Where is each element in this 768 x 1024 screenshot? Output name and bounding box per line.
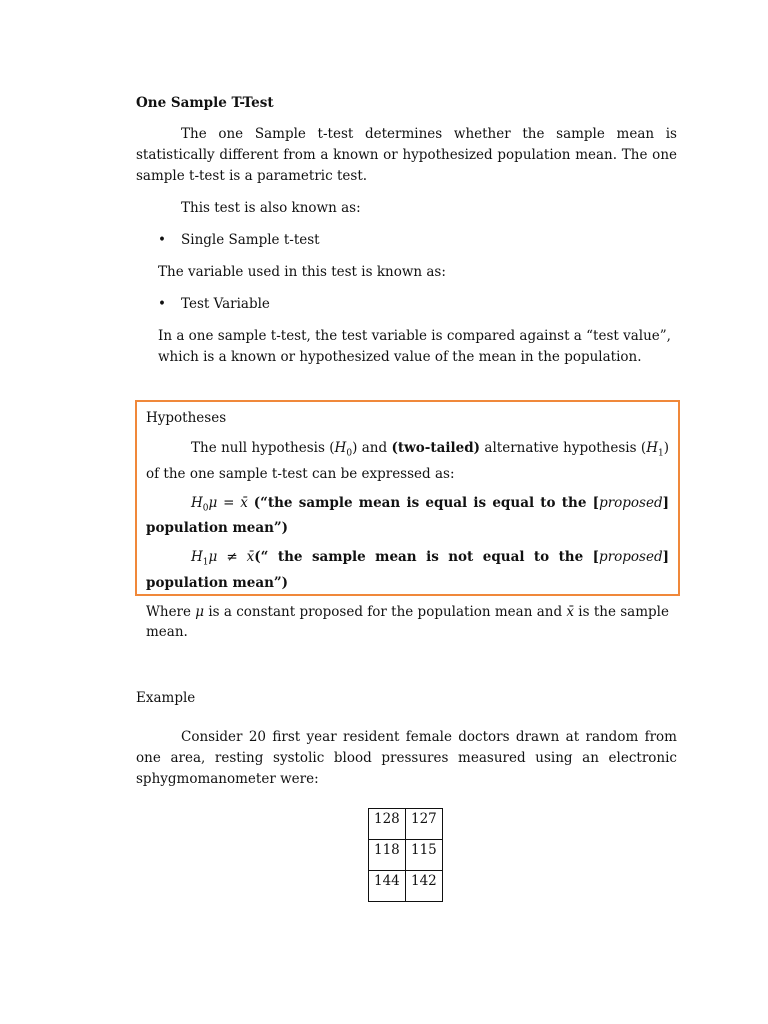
table-row	[369, 871, 443, 902]
intro-paragraph: The one Sample t-test determines whether the sample mean is statistically different from a known or hypothesized population mean. The one sample t-test is a parametric test.	[136, 126, 677, 184]
section-title: One Sample T-Test	[136, 95, 274, 111]
example-paragraph: Consider 20 first year resident female doctors drawn at random from one area, resting systolic blood pressures measured using an electronic sphygmomanometer were:	[136, 729, 677, 787]
hypotheses-footer: Where μ is a constant proposed for the population mean and x̄ is the sample mean.	[146, 604, 669, 641]
bullet-icon: •	[158, 296, 166, 312]
blood-pressure-table	[368, 808, 443, 902]
hypotheses-heading: Hypotheses	[146, 410, 227, 426]
aka-lead: This test is also known as:	[181, 200, 361, 216]
test-value-paragraph: In a one sample t-test, the test variable is compared against a “test value”, which is a known or hypothesized value of the mean in the population.	[158, 328, 671, 365]
table-cell: 144	[369, 871, 406, 902]
main-text	[136, 94, 677, 368]
variable-item-label: Test Variable	[181, 296, 270, 312]
hypotheses-box	[135, 400, 680, 641]
null-hypothesis: $H_0\mu$ = x̄ (“the sample mean is equal is equal to the [proposed] population mean”)	[146, 494, 670, 537]
table-row	[369, 809, 443, 840]
bullet-icon: •	[158, 232, 166, 248]
table-cell: 115	[406, 840, 443, 871]
aka-list-item	[136, 230, 677, 251]
example-title: Example	[136, 690, 196, 706]
variable-lead: The variable used in this test is known as:	[158, 264, 446, 280]
table-row	[369, 840, 443, 871]
aka-item-label: Single Sample t-test	[181, 232, 320, 248]
table-cell: 128	[369, 809, 406, 840]
variable-list-item	[136, 294, 677, 315]
hypotheses-intro: The null hypothesis $(H_0)$ and (two-tailed) alternative hypothesis $(H_1)$ of the one sample t-test can be expressed as:	[146, 440, 669, 482]
alternative-hypothesis: $H_1\mu$ ≠ x̄(“ the sample mean is not equal to the [proposed] population mean”)	[146, 549, 669, 592]
table-cell: 142	[406, 871, 443, 902]
table-cell: 118	[369, 840, 406, 871]
table-cell: 127	[406, 809, 443, 840]
